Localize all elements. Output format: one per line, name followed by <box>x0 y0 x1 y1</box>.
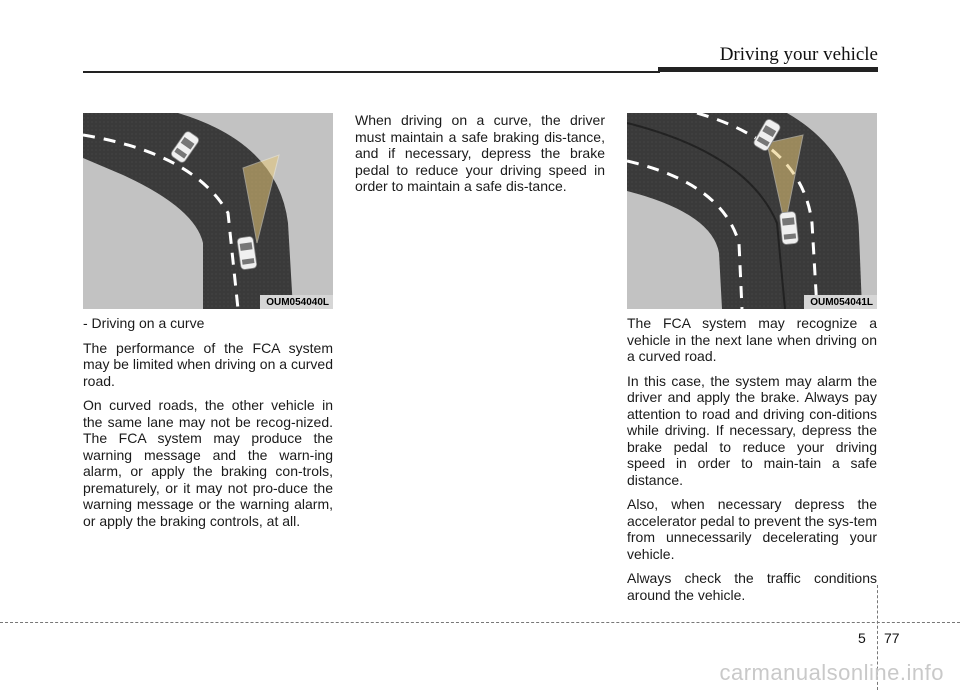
paragraph: The performance of the FCA system may be limited when driving on a curved road. <box>83 339 333 389</box>
paragraph: Always check the traffic conditions around the vehicle. <box>627 570 877 603</box>
header-rule-accent <box>658 67 878 72</box>
curve-road-next-lane-diagram <box>627 113 877 309</box>
figure-code: OUM054040L <box>260 295 333 309</box>
paragraph: On curved roads, the other vehicle in the same lane may not be recog-nized. The FCA system may produce the warning message and the warn-ing alarm, or apply the braking con-trols, prematurely, or it may not pro-duce the warning message or the warning alarm, or apply the braking controls, at all. <box>83 397 333 529</box>
curve-road-same-lane-diagram <box>83 113 333 309</box>
paragraph: The FCA system may recognize a vehicle in the next lane when driving on a curved road. <box>627 315 877 364</box>
figure-curve-same-lane <box>83 113 333 309</box>
header-rule <box>83 71 660 73</box>
footer-rule <box>0 622 960 623</box>
paragraph: In this case, the system may alarm the driver and apply the brake. Always pay attention to road and driving con-ditions while driving. If necessary, depress the brake pedal to reduce your driving speed in order to main-tain a safe distance. <box>627 372 877 488</box>
subheading: - Driving on a curve <box>83 315 205 331</box>
paragraph: Also, when necessary depress the accelerator pedal to prevent the sys-tem from unnecessarily decelerating your vehicle. <box>627 496 877 562</box>
column-2 <box>355 112 605 203</box>
paragraph: When driving on a curve, the driver must maintain a safe braking dis-tance, and if necessary, depress the brake pedal to reduce your driving speed in order to maintain a safe dis-tance. <box>355 112 605 194</box>
column-1 <box>83 315 333 537</box>
chapter-number: 5 <box>858 630 866 646</box>
figure-curve-next-lane <box>627 113 877 309</box>
column-3 <box>627 315 877 611</box>
figure-code: OUM054041L <box>804 295 877 309</box>
header-title: Driving your vehicle <box>719 44 878 65</box>
watermark: carmanualsonline.info <box>719 660 944 685</box>
page-number: 77 <box>884 630 900 646</box>
